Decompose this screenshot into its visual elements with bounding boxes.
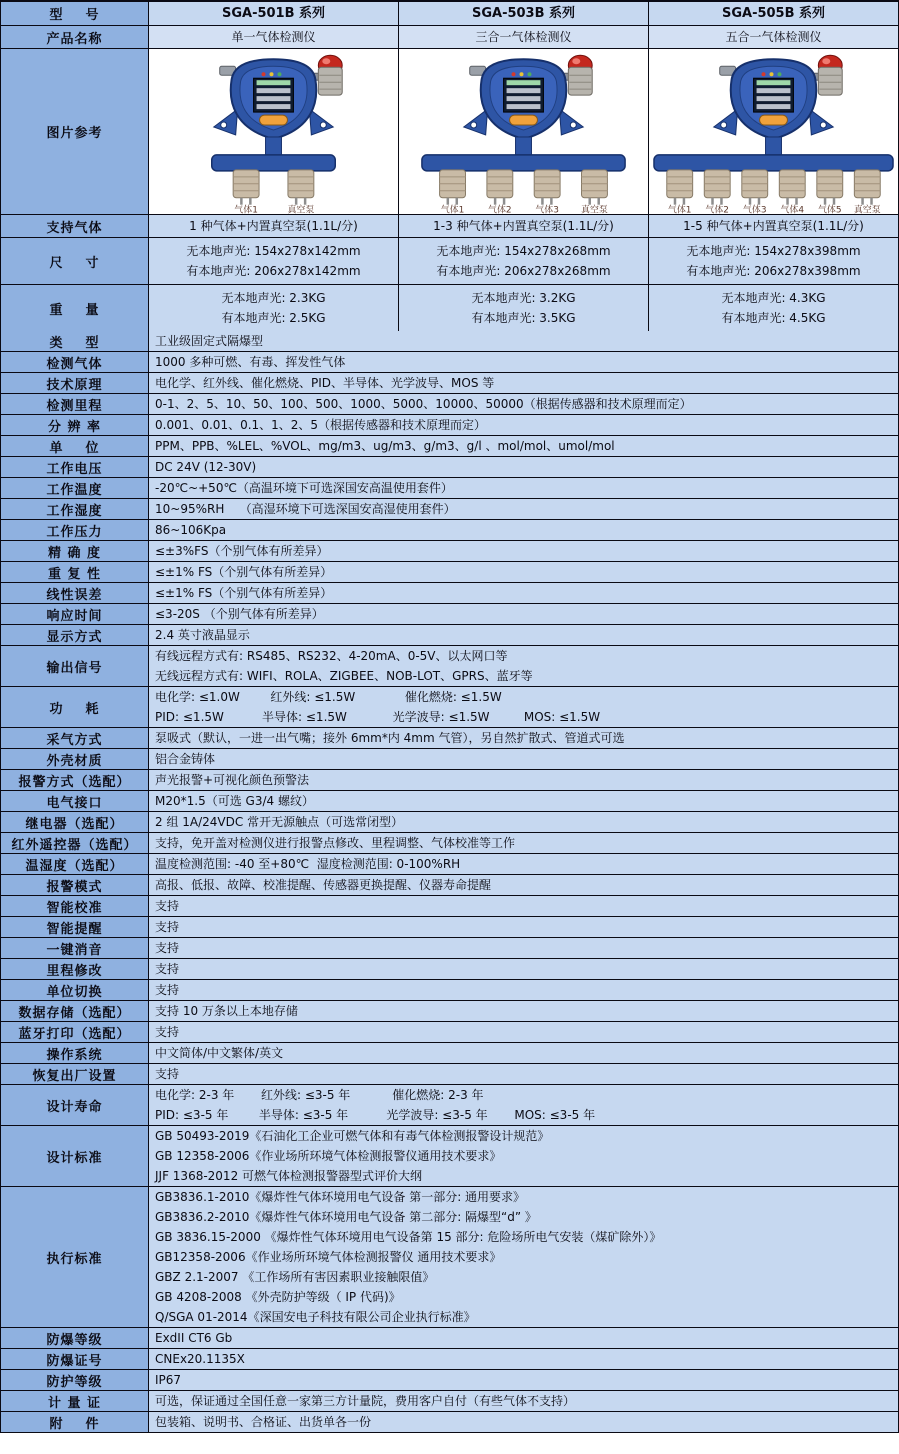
- sensor-cylinder: [817, 170, 843, 205]
- product-name-text: 三合一气体检测仪: [475, 30, 572, 44]
- spec-row: [1, 372, 898, 393]
- spec-row: [1, 916, 898, 937]
- spec-row-value: [149, 541, 898, 561]
- spec-row-value: [149, 373, 898, 393]
- spec-row-label: 继电器（选配）: [1, 812, 149, 832]
- led-green-icon: [527, 72, 531, 76]
- led-yellow-icon: [770, 72, 774, 76]
- manifold-bar: [654, 155, 893, 171]
- mount-ear-icon: [309, 109, 333, 135]
- spec-row-label: 操作系统: [1, 1043, 149, 1063]
- spec-row-line: 支持: [155, 962, 180, 976]
- spec-row: [1, 958, 898, 979]
- spec-row-label: 恢复出厂设置: [1, 1064, 149, 1084]
- sensor-cylinder: [487, 170, 513, 205]
- spec-row-value: [149, 1001, 898, 1021]
- spec-row-line: DC 24V (12-30V): [155, 460, 257, 474]
- spec-row: [1, 540, 898, 561]
- spec-row: [1, 435, 898, 456]
- mount-ear-icon: [714, 109, 738, 135]
- mount-ear-icon: [809, 109, 833, 135]
- led-red-icon: [262, 72, 266, 76]
- spec-row-label: 工作压力: [1, 520, 149, 540]
- sensor-label: 气体1: [440, 205, 465, 214]
- sensor-label: 气体3: [535, 205, 559, 214]
- spec-row-line: CNEx20.1135X: [155, 1352, 245, 1366]
- sensor-label: 气体3: [742, 205, 767, 214]
- spec-row-label: 附 件: [1, 1412, 149, 1432]
- spec-row-line: 中文简体/中文繁体/英文: [155, 1046, 284, 1060]
- spec-row-value: [149, 1349, 898, 1369]
- spec-row-label: 采气方式: [1, 728, 149, 748]
- supported-gas-text: 1-5 种气体+内置真空泵(1.1L/分): [683, 219, 864, 233]
- spec-row-line: IP67: [155, 1373, 182, 1387]
- model-name-text: SGA-503B 系列: [471, 5, 576, 21]
- spec-row: [1, 414, 898, 435]
- spec-row: [1, 1084, 898, 1125]
- spec-row: [1, 498, 898, 519]
- spec-row-value: [149, 728, 898, 748]
- sensor-cylinder: [779, 170, 805, 205]
- spec-row-line: 支持: [155, 1067, 180, 1081]
- spec-row-line: 包装箱、说明书、合格证、出货单各一份: [155, 1415, 372, 1429]
- spec-row-line: 电化学: 2-3 年 红外线: ≤3-5 年 催化燃烧: 2-3 年: [155, 1088, 484, 1102]
- spec-row: [1, 351, 898, 372]
- weight-no-alarm: 无本地声光: 2.3KG: [221, 291, 326, 305]
- spec-row-line: 铝合金铸体: [155, 752, 216, 766]
- spec-row-label: 显示方式: [1, 625, 149, 645]
- spec-row-label: 防爆证号: [1, 1349, 149, 1369]
- spec-row: [1, 832, 898, 853]
- product-name-5in1: [649, 26, 898, 48]
- sensor-cylinder: [704, 170, 730, 205]
- dimensions-row: [1, 237, 898, 284]
- spec-row-value: [149, 1022, 898, 1042]
- spec-row-value: [149, 520, 898, 540]
- spec-row: [1, 874, 898, 895]
- model-header-row: [1, 2, 898, 25]
- spec-row-label: 分 辨 率: [1, 415, 149, 435]
- spec-row-line: 10~95%RH （高湿环境下可选深国安高湿使用套件）: [155, 502, 456, 516]
- spec-row-line: ≤±1% FS（个别气体有所差异）: [155, 586, 333, 600]
- spec-row-value: [149, 1126, 898, 1186]
- model-name-sga501b: [149, 2, 399, 25]
- stem: [516, 137, 532, 157]
- spec-row-value: [149, 646, 898, 686]
- mount-hole-icon: [320, 122, 326, 128]
- led-red-icon: [762, 72, 766, 76]
- sensor-cylinder: [667, 170, 693, 205]
- weight-with-alarm: 有本地声光: 3.5KG: [471, 311, 576, 325]
- spec-row: [1, 331, 898, 351]
- spec-row-value: [149, 604, 898, 624]
- weight-with-alarm: 有本地声光: 4.5KG: [721, 311, 826, 325]
- spec-row-value: [149, 1412, 898, 1432]
- spec-row-line: 支持: [155, 983, 180, 997]
- spec-row-line: 有线远程方式有: RS485、RS232、4-20mA、0-5V、以太网口等: [155, 649, 508, 663]
- sensor-cylinder: [854, 170, 880, 205]
- dimensions-label: 尺 寸: [1, 238, 149, 284]
- spec-row: [1, 624, 898, 645]
- spec-row-label: 防爆等级: [1, 1328, 149, 1348]
- gas-detector-illustration: [399, 49, 648, 214]
- spec-row-value: [149, 959, 898, 979]
- spec-row: [1, 853, 898, 874]
- spec-row-value: [149, 687, 898, 727]
- dimension-with-alarm: 有本地声光: 206x278x398mm: [686, 264, 861, 278]
- spec-row-line: 温度检测范围: -40 至+80℃ 湿度检测范围: 0-100%RH: [155, 857, 461, 871]
- spec-row-label: 设计标准: [1, 1126, 149, 1186]
- led-yellow-icon: [520, 72, 524, 76]
- spec-row-line: ≤3-20S （个别气体有所差异）: [155, 607, 324, 621]
- sensor-label: 气体5: [817, 205, 842, 214]
- mount-ear-icon: [214, 109, 238, 135]
- manifold-bar: [212, 155, 336, 171]
- product-photo-5in1-gas: [649, 49, 898, 214]
- spec-row-line: 0.001、0.01、0.1、1、2、5（根据传感器和技术原理而定）: [155, 418, 487, 432]
- sensor-label: 气体2: [705, 205, 730, 214]
- spec-row-label: 外壳材质: [1, 749, 149, 769]
- spec-row: [1, 1390, 898, 1411]
- weight-no-alarm: 无本地声光: 3.2KG: [471, 291, 576, 305]
- spec-row: [1, 477, 898, 498]
- led-red-icon: [512, 72, 516, 76]
- sensor-cylinder: [534, 170, 560, 205]
- spec-row-label: 输出信号: [1, 646, 149, 686]
- sensor-cylinder: [440, 170, 466, 205]
- lcd-screen: [754, 78, 794, 112]
- spec-row-line: 支持: [155, 899, 180, 913]
- product-photo-3in1-gas: [399, 49, 649, 214]
- model-header-label: 型 号: [1, 2, 149, 25]
- spec-row-line: 声光报警+可视化颜色预警法: [155, 773, 310, 787]
- spec-row: [1, 1125, 898, 1186]
- spec-row-label: 报警方式（选配）: [1, 770, 149, 790]
- spec-row: [1, 979, 898, 1000]
- spec-row-line: 支持: [155, 920, 180, 934]
- spec-row-value: [149, 854, 898, 874]
- spec-row-value: [149, 499, 898, 519]
- dimension-with-alarm: 有本地声光: 206x278x268mm: [436, 264, 611, 278]
- spec-row-label: 一键消音: [1, 938, 149, 958]
- spec-row-label: 工作湿度: [1, 499, 149, 519]
- sensor-cylinder: [288, 170, 314, 205]
- sensor-cylinder: [233, 170, 259, 205]
- spec-row-line: GB 3836.15-2000 《爆炸性气体环境用电气设备第 15 部分: 危险场所电气安装（煤矿除外）》: [155, 1230, 662, 1244]
- spec-row-line: PPM、PPB、%LEL、%VOL、mg/m3、ug/m3、g/m3、g/l 、mol/mol、umol/mol: [155, 439, 615, 453]
- spec-rows-container: [1, 331, 898, 1432]
- model-name-sga503b: [399, 2, 649, 25]
- dimension-no-alarm: 无本地声光: 154x278x142mm: [186, 244, 361, 258]
- spec-row-line: 可选，保证通过全国任意一家第三方计量院，费用客户自付（有些气体不支持）: [155, 1394, 576, 1408]
- spec-row-line: 高报、低报、故障、校准提醒、传感器更换提醒、仪器寿命提醒: [155, 878, 492, 892]
- weight-value: [399, 285, 649, 331]
- stem: [766, 137, 782, 157]
- spec-row-label: 响应时间: [1, 604, 149, 624]
- dimension-no-alarm: 无本地声光: 154x278x398mm: [686, 244, 861, 258]
- spec-row-line: GB 4208-2008 《外壳防护等级（ IP 代码)》: [155, 1290, 401, 1304]
- spec-row-label: 蓝牙打印（选配）: [1, 1022, 149, 1042]
- keypad-icon: [510, 115, 538, 125]
- spec-row-label: 工作电压: [1, 457, 149, 477]
- weight-value: [149, 285, 399, 331]
- spec-row-label: 智能提醒: [1, 917, 149, 937]
- product-photo-single-gas: [149, 49, 399, 214]
- spec-row-line: GB12358-2006《作业场所环境气体检测报警仪 通用技术要求》: [155, 1250, 502, 1264]
- spec-row-value: [149, 917, 898, 937]
- spec-row: [1, 1000, 898, 1021]
- spec-row-value: [149, 436, 898, 456]
- spec-row-value: [149, 415, 898, 435]
- spec-row-value: [149, 457, 898, 477]
- spec-row: [1, 895, 898, 916]
- product-name-text: 五合一气体检测仪: [725, 30, 822, 44]
- spec-row-line: 2.4 英寸液晶显示: [155, 628, 250, 642]
- mount-ear-icon: [464, 109, 488, 135]
- spec-row: [1, 1369, 898, 1390]
- spec-row-line: JJF 1368-2012 可燃气体检测报警器型式评价大纲: [155, 1169, 423, 1183]
- sensor-label: 真空泵: [853, 205, 881, 214]
- spec-row-value: [149, 478, 898, 498]
- product-image-row: [1, 48, 898, 214]
- led-yellow-icon: [270, 72, 274, 76]
- mount-hole-icon: [721, 122, 727, 128]
- supported-gas-value: [399, 215, 649, 237]
- spec-row: [1, 456, 898, 477]
- spec-row-label: 单 位: [1, 436, 149, 456]
- lcd-screen: [254, 78, 294, 112]
- spec-row-value: [149, 770, 898, 790]
- spec-row-label: 计 量 证: [1, 1391, 149, 1411]
- spec-row-line: 支持: [155, 941, 180, 955]
- product-name-single: [149, 26, 399, 48]
- spec-row-value: [149, 896, 898, 916]
- spec-row-label: 红外遥控器（选配）: [1, 833, 149, 853]
- spec-row-label: 数据存储（选配）: [1, 1001, 149, 1021]
- spec-row-line: 泵吸式（默认，一进一出气嘴；接外 6mm*内 4mm 气管），另自然扩散式、管道式可选: [155, 731, 625, 745]
- spec-row-label: 执行标准: [1, 1187, 149, 1327]
- sensor-label: 真空泵: [581, 205, 608, 214]
- weight-no-alarm: 无本地声光: 4.3KG: [721, 291, 826, 305]
- sensor-label: 气体2: [488, 205, 512, 214]
- spec-row-line: PID: ≤3-5 年 半导体: ≤3-5 年 光学波导: ≤3-5 年 MOS: ≤3-5 年: [155, 1108, 596, 1122]
- spec-row: [1, 748, 898, 769]
- spec-row-label: 设计寿命: [1, 1085, 149, 1125]
- dimensions-value: [649, 238, 898, 284]
- spec-row-label: 重 复 性: [1, 562, 149, 582]
- spec-row: [1, 1186, 898, 1327]
- spec-row-line: GB 12358-2006《作业场所环境气体检测报警仪通用技术要求》: [155, 1149, 502, 1163]
- supported-gas-row: [1, 214, 898, 237]
- spec-row: [1, 645, 898, 686]
- spec-row: [1, 769, 898, 790]
- spec-row-label: 温湿度（选配）: [1, 854, 149, 874]
- supported-gas-text: 1-3 种气体+内置真空泵(1.1L/分): [433, 219, 614, 233]
- dimension-no-alarm: 无本地声光: 154x278x268mm: [436, 244, 611, 258]
- spec-row-line: 0-1、2、5、10、50、100、500、1000、5000、10000、50000（根据传感器和技术原理而定）: [155, 397, 692, 411]
- spec-row-line: ≤±1% FS（个别气体有所差异）: [155, 565, 333, 579]
- product-name-row: [1, 25, 898, 48]
- spec-row-value: [149, 1370, 898, 1390]
- spec-row-value: [149, 583, 898, 603]
- product-name-text: 单一气体检测仪: [231, 30, 316, 44]
- dimension-with-alarm: 有本地声光: 206x278x142mm: [186, 264, 361, 278]
- model-name-sga505b: [649, 2, 898, 25]
- spec-row-label: 检测气体: [1, 352, 149, 372]
- spec-row-value: [149, 875, 898, 895]
- spec-row-line: 2 组 1A/24VDC 常开无源触点（可选常闭型）: [155, 815, 404, 829]
- spec-row-line: GB 50493-2019《石油化工企业可燃气体和有毒气体检测报警设计规范》: [155, 1129, 550, 1143]
- mount-hole-icon: [221, 122, 227, 128]
- spec-row-line: 电化学: ≤1.0W 红外线: ≤1.5W 催化燃烧: ≤1.5W: [155, 690, 502, 704]
- spec-row: [1, 393, 898, 414]
- weight-value: [649, 285, 898, 331]
- dimensions-value: [399, 238, 649, 284]
- manifold-bar: [422, 155, 625, 171]
- spec-row-line: 1000 多种可燃、有毒、挥发性气体: [155, 355, 346, 369]
- spec-row-line: 无线远程方式有: WIFI、ROLA、ZIGBEE、NOB-LOT、GPRS、蓝牙等: [155, 669, 533, 683]
- spec-row: [1, 1327, 898, 1348]
- spec-row-line: 支持，免开盖对检测仪进行报警点修改、里程调整、气体校准等工作: [155, 836, 516, 850]
- led-green-icon: [277, 72, 281, 76]
- supported-gas-label: 支持气体: [1, 215, 149, 237]
- sensor-label: 真空泵: [287, 205, 315, 214]
- model-name-text: SGA-505B 系列: [721, 5, 826, 21]
- spec-row-label: 精 确 度: [1, 541, 149, 561]
- spec-row: [1, 727, 898, 748]
- sensor-cylinder: [582, 170, 608, 205]
- spec-row-value: [149, 812, 898, 832]
- spec-row: [1, 1021, 898, 1042]
- spec-row-value: [149, 938, 898, 958]
- supported-gas-value: [649, 215, 898, 237]
- mount-hole-icon: [471, 122, 477, 128]
- spec-row-value: [149, 625, 898, 645]
- spec-row-label: 检测里程: [1, 394, 149, 414]
- spec-row: [1, 1063, 898, 1084]
- spec-row-value: [149, 1085, 898, 1125]
- spec-row-line: GB3836.2-2010《爆炸性气体环境用电气设备 第二部分: 隔爆型“d” 》: [155, 1210, 537, 1224]
- spec-row: [1, 686, 898, 727]
- spec-row-label: 报警模式: [1, 875, 149, 895]
- spec-row-label: 类 型: [1, 331, 149, 351]
- lcd-screen: [504, 78, 544, 112]
- spec-row-line: -20℃~+50℃（高温环境下可选深国安高温使用套件）: [155, 481, 453, 495]
- supported-gas-value: [149, 215, 399, 237]
- led-green-icon: [777, 72, 781, 76]
- product-name-label: 产品名称: [1, 26, 149, 48]
- spec-row-label: 工作温度: [1, 478, 149, 498]
- spec-row-label: 功 耗: [1, 687, 149, 727]
- spec-row-value: [149, 1391, 898, 1411]
- supported-gas-text: 1 种气体+内置真空泵(1.1L/分): [189, 219, 358, 233]
- mount-ear-icon: [559, 109, 583, 135]
- spec-row-label: 单位切换: [1, 980, 149, 1000]
- dimensions-value: [149, 238, 399, 284]
- gas-detector-illustration: [649, 49, 898, 214]
- spec-row: [1, 1348, 898, 1369]
- spec-row: [1, 811, 898, 832]
- spec-row-line: ExdII CT6 Gb: [155, 1331, 233, 1345]
- spec-row-line: 支持 10 万条以上本地存储: [155, 1004, 298, 1018]
- spec-row-value: [149, 1187, 898, 1327]
- spec-row: [1, 937, 898, 958]
- spec-row: [1, 790, 898, 811]
- model-name-text: SGA-501B 系列: [221, 5, 326, 21]
- spec-row-value: [149, 749, 898, 769]
- spec-row-label: 电气接口: [1, 791, 149, 811]
- spec-row-line: ≤±3%FS（个别气体有所差异）: [155, 544, 329, 558]
- gas-detector-illustration: [149, 49, 398, 214]
- spec-row-line: 86~106Kpa: [155, 523, 227, 537]
- spec-row-value: [149, 394, 898, 414]
- spec-row-label: 技术原理: [1, 373, 149, 393]
- spec-row-value: [149, 352, 898, 372]
- image-row-label: 图片参考: [1, 49, 149, 214]
- spec-row: [1, 603, 898, 624]
- spec-row-value: [149, 331, 898, 351]
- product-name-3in1: [399, 26, 649, 48]
- weight-row: [1, 284, 898, 331]
- keypad-icon: [760, 115, 788, 125]
- spec-row-value: [149, 1064, 898, 1084]
- keypad-icon: [260, 115, 288, 125]
- spec-row: [1, 1042, 898, 1063]
- spec-row-label: 防护等级: [1, 1370, 149, 1390]
- spec-row: [1, 561, 898, 582]
- stem: [266, 137, 282, 157]
- sensor-label: 气体1: [234, 205, 258, 214]
- spec-row: [1, 519, 898, 540]
- spec-row-label: 智能校准: [1, 896, 149, 916]
- spec-row-value: [149, 833, 898, 853]
- sensor-label: 气体1: [667, 205, 692, 214]
- spec-row-line: 电化学、红外线、催化燃烧、PID、半导体、光学波导、MOS 等: [155, 376, 495, 390]
- spec-row-value: [149, 980, 898, 1000]
- spec-row-label: 里程修改: [1, 959, 149, 979]
- spec-row-line: 工业级固定式隔爆型: [155, 334, 264, 348]
- weight-label: 重 量: [1, 285, 149, 331]
- spec-row-line: M20*1.5（可选 G3/4 螺纹）: [155, 794, 314, 808]
- mount-hole-icon: [820, 122, 826, 128]
- spec-row-value: [149, 1043, 898, 1063]
- spec-row-value: [149, 1328, 898, 1348]
- spec-row-value: [149, 791, 898, 811]
- sensor-label: 气体4: [780, 205, 805, 214]
- spec-row: [1, 1411, 898, 1432]
- spec-row-line: PID: ≤1.5W 半导体: ≤1.5W 光学波导: ≤1.5W MOS: ≤1.5W: [155, 710, 601, 724]
- spec-row: [1, 582, 898, 603]
- spec-row-line: GB3836.1-2010《爆炸性气体环境用电气设备 第一部分: 通用要求》: [155, 1190, 526, 1204]
- spec-row-label: 线性误差: [1, 583, 149, 603]
- mount-hole-icon: [570, 122, 576, 128]
- spec-row-line: 支持: [155, 1025, 180, 1039]
- spec-row-value: [149, 562, 898, 582]
- spec-row-line: GBZ 2.1-2007 《工作场所有害因素职业接触限值》: [155, 1270, 435, 1284]
- weight-with-alarm: 有本地声光: 2.5KG: [221, 311, 326, 325]
- sensor-cylinder: [742, 170, 768, 205]
- spec-row-line: Q/SGA 01-2014《深国安电子科技有限公司企业执行标准》: [155, 1310, 476, 1324]
